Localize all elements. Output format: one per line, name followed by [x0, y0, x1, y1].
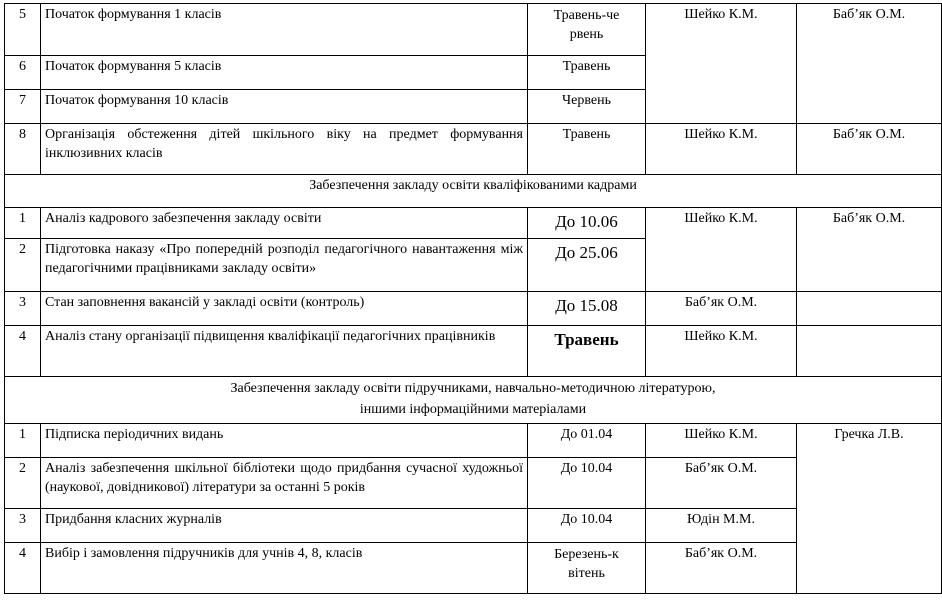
table-row [5, 326, 942, 377]
responsible-cell: Баб’як О.М. [646, 543, 797, 594]
responsible-cell: Шейко К.М. [646, 326, 797, 377]
section-title-line: іншими інформаційними матеріалами [359, 402, 587, 417]
row-number: 2 [5, 458, 41, 509]
table-row [5, 4, 942, 56]
controller-cell: Баб’як О.М. [797, 124, 942, 175]
task-text: Початок формування 5 класів [41, 56, 528, 90]
controller-cell: Баб’як О.М. [797, 208, 942, 292]
task-text: Початок формування 10 класів [41, 90, 528, 124]
responsible-cell: Баб’як О.М. [646, 458, 797, 509]
row-number: 2 [5, 239, 41, 292]
row-number: 1 [5, 424, 41, 458]
row-number: 8 [5, 124, 41, 175]
row-number: 4 [5, 543, 41, 594]
row-number: 1 [5, 208, 41, 239]
term-text: Травень [528, 124, 646, 175]
task-text: Початок формування 1 класів [41, 4, 528, 56]
term-text: До 01.04 [528, 424, 646, 458]
task-text: Підготовка наказу «Про попередній розподіл педагогічного навантаження між педагогічними працівниками закладу освіти» [41, 239, 528, 292]
table-row [5, 292, 942, 326]
term-cell [528, 4, 646, 56]
term-text: Червень [528, 90, 646, 124]
table-row [5, 424, 942, 458]
controller-cell [797, 292, 942, 326]
term-text: Березень-квітень [554, 547, 619, 581]
task-text: Вибір і замовлення підручників для учнів 4, 8, класів [41, 543, 528, 594]
responsible-cell: Шейко К.М. [646, 4, 797, 124]
responsible-cell: Баб’як О.М. [646, 292, 797, 326]
table-row [5, 208, 942, 239]
row-number: 7 [5, 90, 41, 124]
task-text: Стан заповнення вакансій у закладі освіти (контроль) [41, 292, 528, 326]
row-number: 3 [5, 509, 41, 543]
section-title-books [5, 377, 942, 424]
task-text: Аналіз стану організації підвищення кваліфікації педагогічних працівників [41, 326, 528, 377]
task-text: Аналіз кадрового забезпечення закладу освіти [41, 208, 528, 239]
term-cell [528, 543, 646, 594]
section-header-row [5, 175, 942, 208]
term-text: До 25.06 [528, 239, 646, 292]
controller-cell: Гречка Л.В. [797, 424, 942, 594]
section-title-staff: Забезпечення закладу освіти кваліфікованими кадрами [5, 175, 942, 208]
term-text: Травень [528, 326, 646, 377]
term-text: До 15.08 [528, 292, 646, 326]
term-text: До 10.04 [528, 458, 646, 509]
controller-cell: Баб’як О.М. [797, 4, 942, 124]
responsible-cell: Шейко К.М. [646, 424, 797, 458]
section-title-line: Забезпечення закладу освіти підручниками, навчально-методичною літературою, [230, 381, 716, 396]
task-text: Підписка періодичних видань [41, 424, 528, 458]
controller-cell [797, 326, 942, 377]
term-text: До 10.04 [528, 509, 646, 543]
table-row [5, 124, 942, 175]
task-text: Придбання класних журналів [41, 509, 528, 543]
responsible-cell: Шейко К.М. [646, 208, 797, 292]
task-text: Аналіз забезпечення шкільної бібліотеки щодо придбання сучасної художньої (наукової, довідникової) літератури за останні 5 років [41, 458, 528, 509]
responsible-cell: Шейко К.М. [646, 124, 797, 175]
responsible-cell: Юдін М.М. [646, 509, 797, 543]
plan-table [4, 3, 942, 594]
term-text: До 10.06 [528, 208, 646, 239]
row-number: 5 [5, 4, 41, 56]
row-number: 3 [5, 292, 41, 326]
term-text: Травень [528, 56, 646, 90]
row-number: 4 [5, 326, 41, 377]
task-text: Організація обстеження дітей шкільного віку на предмет формування інклюзивних класів [41, 124, 528, 175]
section-header-row [5, 377, 942, 424]
row-number: 6 [5, 56, 41, 90]
term-text: Травень-червень [553, 8, 620, 42]
